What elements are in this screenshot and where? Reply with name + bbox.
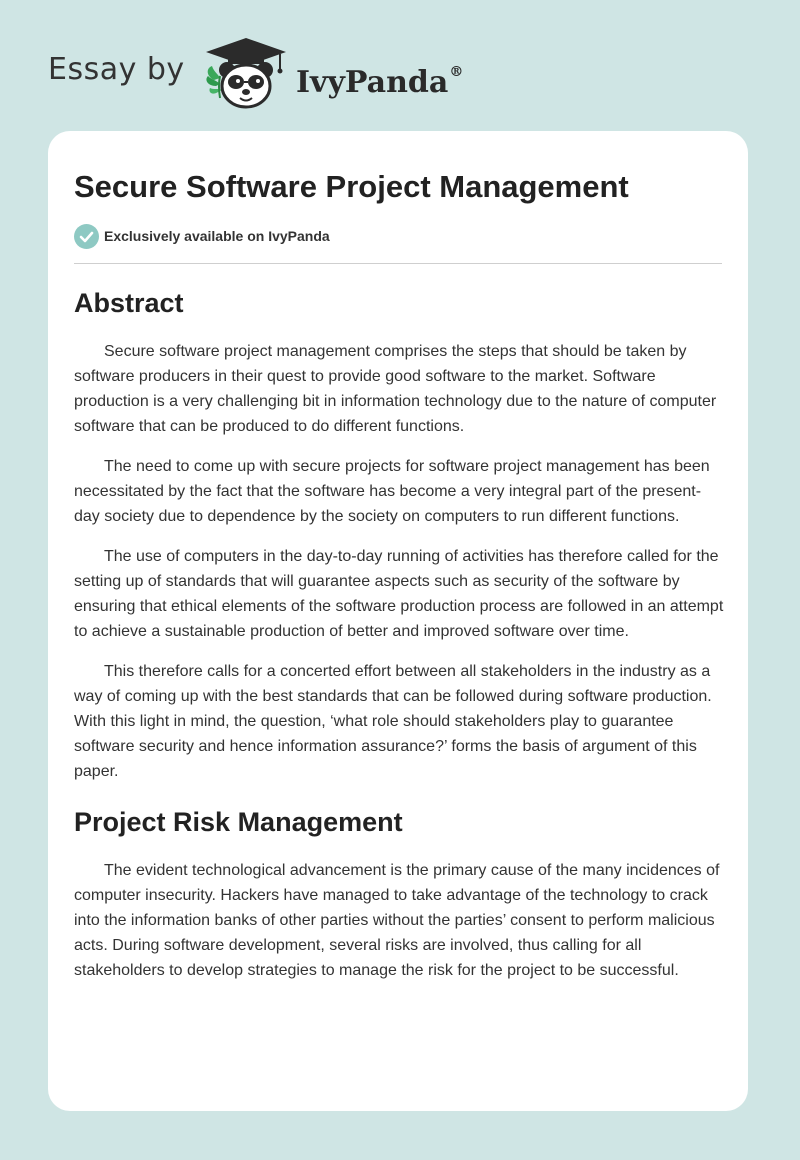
exclusive-badge [74, 223, 724, 249]
paragraph: This therefore calls for a concerted effort between all stakeholders in the industry as a way of coming up with the best standards that can be followed during software production. With this light in mind, the question, ‘what role should stakeholders play to guarantee software security and hence information assurance?’ forms the basis of argument of this paper. [74, 663, 712, 780]
page-title: Secure Software Project Management [74, 169, 629, 204]
essay-card [48, 131, 748, 1111]
panda-logo-icon[interactable] [200, 36, 292, 110]
check-circle-icon [74, 224, 99, 249]
registered-mark: ® [449, 64, 464, 80]
section-heading-project-risk-management: Project Risk Management [74, 807, 403, 837]
badge-label: Exclusively available on IvyPanda [104, 228, 330, 244]
essay-by-label: Essay by [48, 52, 185, 87]
essay-content [74, 157, 724, 983]
brand-name-text: IvyPanda [296, 65, 449, 100]
section-heading-abstract: Abstract [74, 288, 184, 318]
paragraph: The evident technological advancement is the primary cause of the many incidences of computer insecurity. Hackers have managed to take advantage of the technology to crack into the information banks of other parties without the parties’ consent to perform malicious acts. During software development, several risks are involved, thus calling for all stakeholders to develop strategies to manage the risk for the project to be successful. [74, 862, 720, 979]
paragraph: The use of computers in the day-to-day running of activities has therefore called for the setting up of standards that will guarantee aspects such as security of the software by ensuring that ethical elements of the software production process are followed in an attempt to achieve a sustainable production of better and improved software over time. [74, 548, 724, 640]
brand-name[interactable] [296, 52, 463, 103]
site-header [0, 0, 800, 130]
paragraph: Secure software project management comprises the steps that should be taken by software producers in their quest to provide good software to the market. Software production is a very challenging bit in information technology due to the nature of computer software that can be produced to do different functions. [74, 343, 717, 435]
title-divider [74, 263, 722, 264]
paragraph: The need to come up with secure projects for software project management has been necessitated by the fact that the software has become a very integral part of the present-day society due to dependence by the society on computers to run different functions. [74, 458, 710, 525]
